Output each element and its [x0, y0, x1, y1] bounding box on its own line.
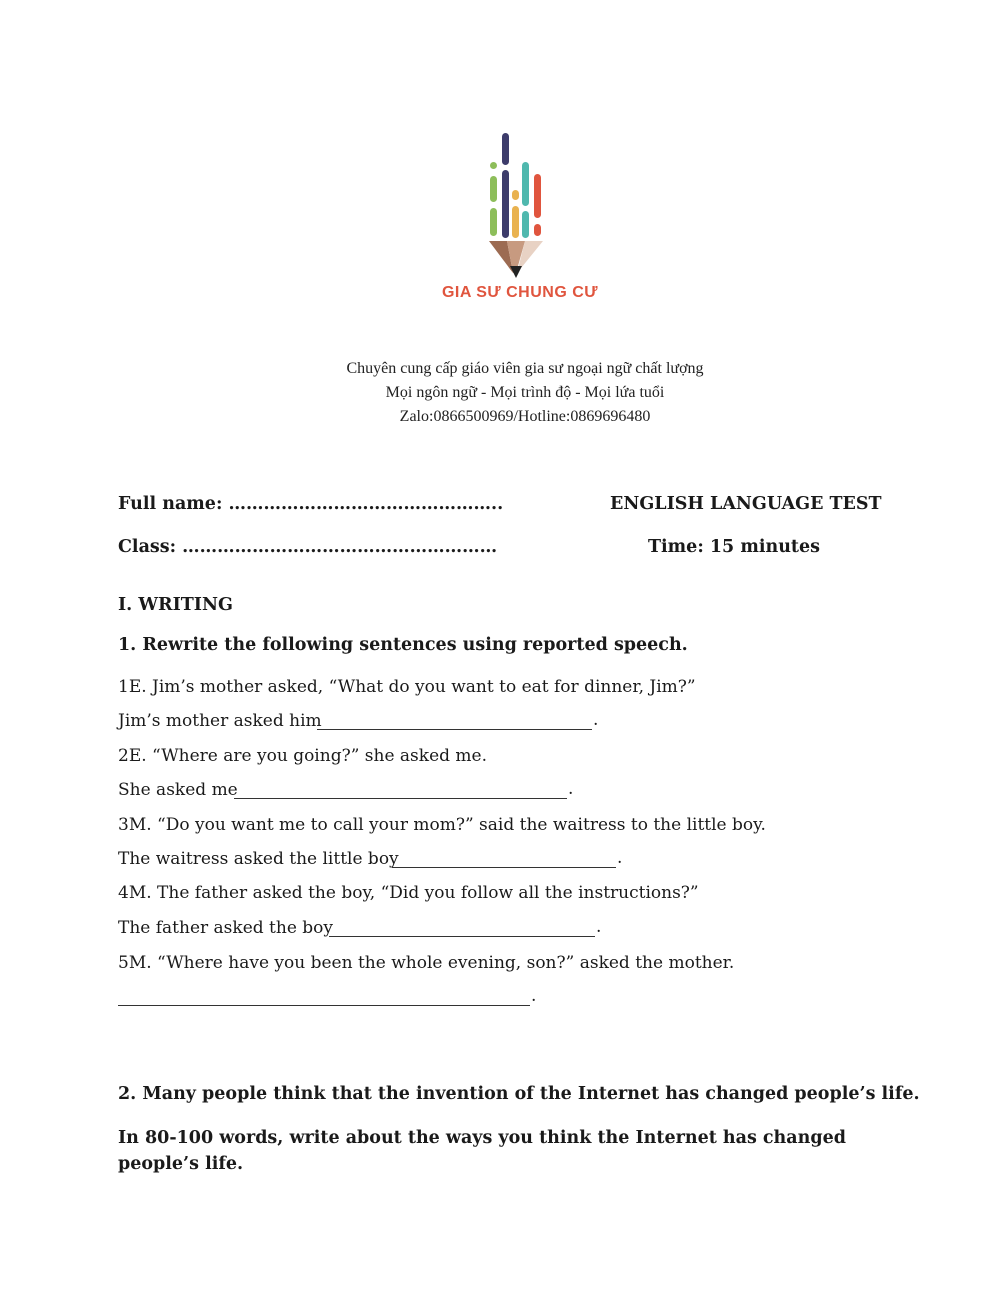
answer-2-blank[interactable] [234, 798, 567, 799]
question-1: 1E. Jim’s mother asked, “What do you want to eat for dinner, Jim?” [118, 677, 696, 697]
question-4: 4M. The father asked the boy, “Did you follow all the instructions?” [118, 883, 699, 903]
task2-title: 2. Many people think that the invention of the Internet has changed people’s life. [118, 1084, 920, 1104]
section-heading: I. WRITING [118, 595, 233, 615]
answer-1-prompt: Jim’s mother asked him [118, 711, 322, 731]
answer-3-prompt: The waitress asked the little boy [118, 849, 399, 869]
answer-2-prompt: She asked me [118, 780, 238, 800]
question-3: 3M. “Do you want me to call your mom?” said the waitress to the little boy. [118, 815, 766, 835]
answer-4-prompt: The father asked the boy [118, 918, 334, 938]
answer-5-blank[interactable] [118, 1005, 530, 1006]
tagline-1: Chuyên cung cấp giáo viên gia sư ngoại ngữ chất lượng [346, 360, 704, 377]
class-field: Class: ……………………………………………… [118, 537, 498, 557]
tagline-contact: Zalo:0866500969/Hotline:0869696480 [399, 408, 651, 425]
question-2: 2E. “Where are you going?” she asked me. [118, 746, 488, 766]
question-5: 5M. “Where have you been the whole evening, son?” asked the mother. [118, 953, 735, 973]
time-limit: Time: 15 minutes [648, 537, 821, 557]
tagline-2: Mọi ngôn ngữ - Mọi trình độ - Mọi lứa tuổi [385, 384, 665, 401]
task2-instruction: In 80-100 words, write about the ways you think the Internet has changed people’s life. [118, 1128, 846, 1174]
full-name-field: Full name: ……………………………………….. [118, 494, 504, 514]
logo-pencil-icon [440, 128, 600, 308]
answer-4-blank[interactable] [329, 936, 595, 937]
test-title: ENGLISH LANGUAGE TEST [610, 494, 882, 514]
brand-name: GIA SƯ CHUNG CƯ [441, 284, 599, 301]
answer-3-blank[interactable] [392, 867, 616, 868]
answer-1-blank[interactable] [317, 729, 592, 730]
task1-title: 1. Rewrite the following sentences using reported speech. [118, 635, 688, 655]
